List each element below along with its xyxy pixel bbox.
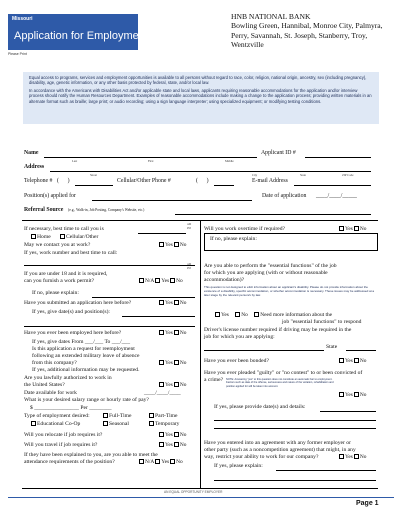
yes-label: Yes [345,392,353,398]
submitted-no-checkbox[interactable] [174,300,179,305]
dollar-sign: $ [30,405,33,411]
agreement-yes-checkbox[interactable] [339,454,344,459]
travel-label: Will you travel if job requires it? [24,442,98,448]
time-hint-pm: PM [187,227,191,230]
agreement-yn[interactable] [338,454,366,460]
work-permit-explain-label: If no, please explain: [32,290,79,296]
full-time-checkbox[interactable] [103,413,108,418]
bonded-label: Have you ever been bonded? [204,358,269,364]
employed-no-checkbox[interactable] [174,330,179,335]
from-text: From [71,339,84,345]
work-number-label: If yes, work number and best time to call: [24,250,118,256]
relocate-yes-checkbox[interactable] [159,432,164,437]
yes-label: Yes [165,242,173,248]
referral-label: Referral Source [24,207,64,213]
rehire-line-3: from this company? [32,360,77,366]
essential-need-more-checkbox[interactable] [254,312,259,317]
part-time-label: Part-Time [155,413,178,419]
yes-label: Yes [165,330,173,336]
bank-name: HNB NATIONAL BANK [231,12,311,21]
rehire-yn[interactable] [158,360,186,366]
bonded-yn[interactable] [338,358,366,364]
full-time-label: Full-Time [109,413,132,419]
guilty-note: NOTE: Answering "yes" to this question does not constitute an automatic bar to employment. Factors such as date of the offense, seriousness and nature of the violation, rehabilitation and position applied for will be taken into account. [226,378,334,388]
attendance-no-checkbox[interactable] [170,459,175,464]
attendance-na-checkbox[interactable] [139,459,144,464]
telephone-label: Telephone # [24,178,53,184]
applicant-id-input[interactable] [305,157,371,158]
email-label: E-mail Address [252,178,288,184]
eeo-paragraph-2: In accordance with the Americans with Disabilities Act and/or applicable state and local laws, applicants requiring reasonable accommodations for the application and/or interview process should notify the Human Resources Department. Examples of reasonable accommodations include making a change to the application process; providing written materials in an alternate format such as braille; large print; or audio recording; using a sign language interpreter; using specialized equipment; or modifying testing conditions. [29,87,372,104]
travel-no-checkbox[interactable] [174,442,179,447]
guilty-yn[interactable] [338,392,366,398]
footer-eeo: AN EQUAL OPPORTUNITY EMPLOYER [164,490,223,494]
no-label: No [359,358,367,364]
guilty-details-input-3[interactable] [214,428,376,429]
work-number-input[interactable] [24,265,195,266]
middle-sublabel: Middle [225,159,234,163]
overtime-yes-checkbox[interactable] [339,226,344,231]
employed-before-yn[interactable] [158,330,186,336]
temporary-label: Temporary [155,421,180,427]
overtime-label: Will you work overtime if required? [204,226,286,232]
no-label: No [359,226,367,232]
employed-before-label: Have you ever been employed here before? [24,330,122,336]
telephone-input[interactable]: ( ) [57,178,70,184]
cell-label: Cellular/Other Phone # [117,178,171,184]
work-permit-no-checkbox[interactable] [170,278,175,283]
footer-rule [8,497,394,498]
yes-label: Yes [345,358,353,364]
no-label: No [241,312,248,318]
attendance-line-2: attendance requirements of the position? [24,459,115,465]
relocate-label: Will you relocate if job requires it? [24,432,103,438]
time-hint-am-2: AM [187,263,192,266]
home-label: Home [37,234,51,240]
essential-line-3: accommodation)? [204,277,245,283]
work-permit-explain-input[interactable] [92,297,195,298]
yes-label: Yes [161,278,170,284]
essential-yn[interactable] [214,312,332,318]
guilty-dates-label: If yes, please provide date(s) and details: [214,404,306,410]
no-label: No [176,459,183,465]
state-tag: Missouri [12,16,33,22]
seasonal-checkbox[interactable] [103,421,108,426]
submitted-dates-label: If yes, give date(s) and position(s): [32,309,110,315]
last-sublabel: Last [72,159,78,163]
co-op-checkbox[interactable] [31,421,36,426]
seasonal-label: Seasonal [109,421,129,427]
no-label: No [176,278,183,284]
no-label: No [179,242,187,248]
time-hint-am: AM [187,223,192,226]
authorized-line-2: the United States? [24,382,65,388]
form-title: Application for Employment [14,30,148,42]
part-time-checkbox[interactable] [149,413,154,418]
date-application-label: Date of application [262,193,307,199]
name-label: Name [24,150,39,156]
best-time-label: If necessary, best time to call you is [24,226,104,232]
no-label: No [179,382,187,388]
under18-label: If you are under 18 and it is required, [24,271,108,277]
yes-label: Yes [165,300,173,306]
license-number-input[interactable] [204,350,324,351]
employed-dates-label: If yes, give dates From ___/___ To ___/___ [32,339,131,345]
submitted-dates-input[interactable] [122,316,195,317]
no-label: No [179,330,187,336]
license-state-label: State [326,344,338,350]
co-op-option[interactable] [30,421,80,428]
travel-yes-checkbox[interactable] [159,442,164,447]
cell-line[interactable] [214,185,234,186]
no-label: No [359,454,367,460]
telephone-line[interactable] [75,185,113,186]
cell-input[interactable]: ( ) [196,178,209,184]
agreement-line-1: Have you entered into an agreement with any former employer or [204,440,351,446]
license-state-input[interactable] [346,350,376,351]
yes-label: Yes [161,459,170,465]
bank-block [231,12,396,50]
yes-label: Yes [345,226,353,232]
guilty-details-input[interactable] [320,411,376,412]
rehire-no-checkbox[interactable] [174,360,179,365]
essential-no-checkbox[interactable] [235,312,240,317]
no-label: No [359,392,367,398]
overtime-yn[interactable] [338,226,366,232]
license-line-2: job for which you are applying: [204,334,275,340]
applicant-id-label: Applicant ID # [261,150,296,156]
contact-work-yes-checkbox[interactable] [159,242,164,247]
cellular-option[interactable] [59,234,98,241]
give-dates-text: If yes, give dates [32,339,70,345]
name-input[interactable] [44,157,257,158]
rehire-line-1: Is this application a request for reemployment [32,346,135,352]
type-employment-label: Type of employment desired: [24,413,90,419]
street-sublabel: Street [90,173,97,177]
referral-hint: (e.g., Walk-in, Job Posting, Company's Website, etc.) [68,208,145,212]
desired-salary-label: What is your desired salary range or hourly rate of pay? [24,397,149,403]
first-sublabel: First [148,159,154,163]
yes-label: Yes [165,360,173,366]
no-label: No [179,360,187,366]
yes-label: Yes [221,312,229,318]
guilty-line-1: Have you ever pleaded "guilty" or "no contest" to or been convicted of [204,370,363,376]
bonded-yes-checkbox[interactable] [339,358,344,363]
no-label: No [179,442,187,448]
yes-label: Yes [345,454,353,460]
full-time-option[interactable] [102,413,132,420]
work-permit-yes-checkbox[interactable] [155,278,160,283]
need-more-label: Need more information about the [260,312,333,318]
submitted-yes-checkbox[interactable] [159,300,164,305]
essential-line-1: Are you able to perform the "essential functions" of the job [204,263,337,269]
cellular-checkbox[interactable] [60,234,65,239]
agreement-explain-input[interactable] [276,470,376,471]
temporary-option[interactable] [148,421,179,428]
authorized-line-1: Are you lawfully authorized to work in [24,375,112,381]
travel-yn[interactable] [158,442,186,448]
referral-input[interactable] [175,214,371,215]
guilty-no-checkbox[interactable] [354,392,359,397]
column-divider [200,220,201,488]
submitted-dates-input-2[interactable] [24,326,195,327]
additional-info-note: If yes, additional information may be requested. [32,367,140,373]
contact-work-label: May we contact you at work? [24,242,91,248]
employed-yes-checkbox[interactable] [159,330,164,335]
agreement-line-3: way, restrict your ability to work for our company? [204,454,319,460]
contact-work-no-checkbox[interactable] [174,242,179,247]
attendance-yes-checkbox[interactable] [155,459,160,464]
date-available-input[interactable]: ____/____/____ [144,390,181,396]
address-label: Address [24,164,45,170]
work-permit-yn[interactable] [138,278,183,284]
to-text: To [104,339,111,345]
overtime-no-checkbox[interactable] [354,226,359,231]
cellular-label: Cellular/Other [66,234,99,240]
submitted-before-label: Have you submitted an application here before? [24,300,132,306]
date-application-input[interactable]: ____/____/_____ [316,193,357,199]
agreement-explain-input-2[interactable] [214,480,376,481]
relocate-yn[interactable] [158,432,186,438]
essential-note: This question is not designed to elicit information about an applicant's disability. Please do not provide information about the existence of a disability, specific accommodation, or whether accommodation is necessary. These issues may be addressed at a later stage by the relevant person/s by law. [204,285,375,297]
time-hint-pm-2: PM [187,267,191,270]
authorized-yes-checkbox[interactable] [159,382,164,387]
no-label: No [179,300,187,306]
work-permit-na-checkbox[interactable] [139,278,144,283]
agreement-explain-label: If yes, please explain: [214,463,263,469]
need-more-line-2: job "essential functions" to respond [282,319,362,325]
authorized-no-checkbox[interactable] [174,382,179,387]
page-number: Page 1 [356,500,379,507]
no-label: No [179,432,187,438]
bonded-no-checkbox[interactable] [354,358,359,363]
rehire-yes-checkbox[interactable] [159,360,164,365]
home-option[interactable] [30,234,51,241]
relocate-no-checkbox[interactable] [174,432,179,437]
agreement-no-checkbox[interactable] [354,454,359,459]
overtime-explain-label: If no, please explain: [210,236,257,242]
address-input[interactable] [50,171,371,172]
eeo-paragraph-1: Equal access to programs, services and employment opportunities is available to all persons without regard to race, color, religion, national origin, ancestry, sex (including pregnancy), disability, age, genetic information, or any other basis protected by federal, state, and/or local law. [29,75,367,86]
essential-line-2: for which you are applying (with or without reasonable [204,270,328,276]
attendance-yn[interactable] [138,459,183,465]
rehire-line-2: following an extended military leave of absence [32,353,140,359]
na-label: N/A [145,459,155,465]
best-time-input[interactable] [138,233,186,234]
email-input[interactable] [294,185,371,186]
attendance-line-1: If they have been explained to you, are you able to meet the [24,452,158,458]
submitted-before-yn[interactable] [158,300,186,306]
salary-input[interactable]: $ ________________ Per ________ [30,405,112,411]
part-time-option[interactable] [148,413,177,420]
yes-label: Yes [165,432,173,438]
agreement-line-2: other party (such as a noncompetition agreement) that might, in any [204,447,356,453]
seasonal-option[interactable] [102,421,129,428]
please-print-note: Please Print [8,52,27,56]
city-sublabel: City [252,173,258,177]
home-checkbox[interactable] [31,234,36,239]
zip-sublabel: ZIP Code [342,173,354,177]
co-op-label: Educational Co-Op [37,421,81,427]
temporary-checkbox[interactable] [149,421,154,426]
bank-locations: Bowling Green, Hannibal, Monroe City, Palmyra, Perry, Savannah, St. Joseph, Stanberry, Troy, Wentzville [231,21,383,50]
authorized-yn[interactable] [158,382,186,388]
date-available-label: Date available for work [24,390,77,396]
contact-work-yn[interactable] [158,242,186,248]
per-text: Per [80,405,88,411]
bottom-divider [22,488,378,489]
yes-label: Yes [165,442,173,448]
guilty-yes-checkbox[interactable] [339,392,344,397]
state-sublabel: State [300,173,306,177]
na-label: N/A [145,278,155,284]
work-permit-label: can you furnish a work permit? [24,278,95,284]
essential-yes-checkbox[interactable] [215,312,220,317]
eeo-statement [23,72,379,124]
positions-label: Position(s) applied for [24,193,76,199]
guilty-details-input-2[interactable] [214,420,376,421]
yes-label: Yes [165,382,173,388]
license-line-1: Driver's license number required if driving may be required in the [204,327,352,333]
positions-input[interactable] [92,200,252,201]
guilty-line-2: a crime? [204,377,224,383]
